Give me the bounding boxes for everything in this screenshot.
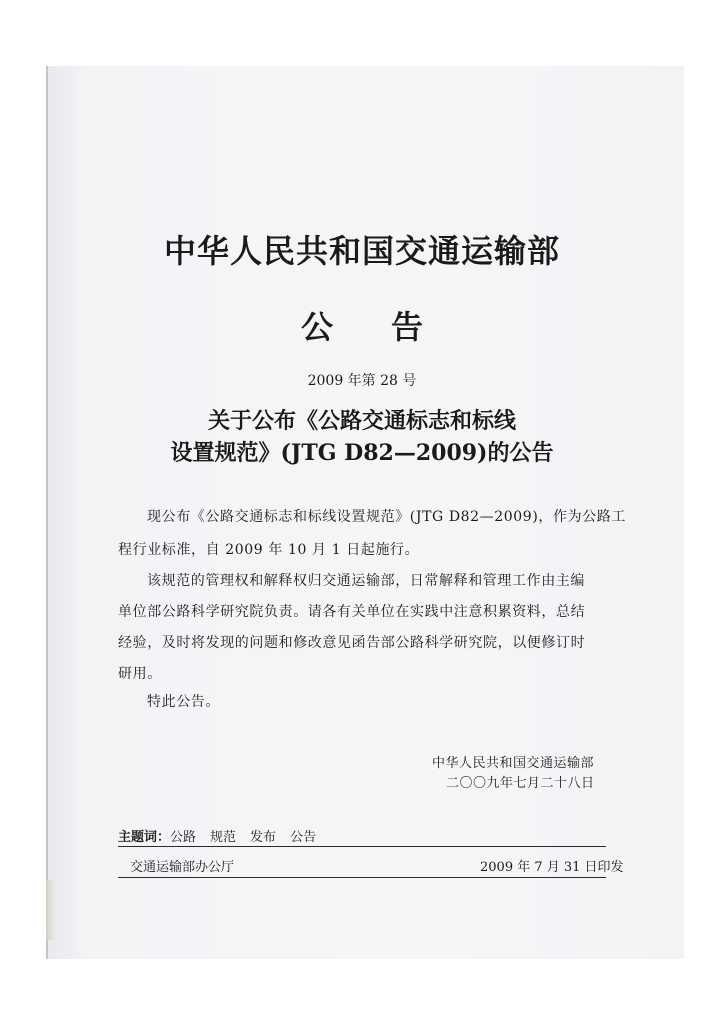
keyword-item: 规范 [210, 830, 237, 845]
body-paragraph-2-line-2: 单位部公路科学研究院负责。请各有关单位在实践中注意积累资料，总结 [118, 604, 586, 620]
keywords-label: 主题词： [118, 830, 171, 845]
keyword-item: 发布 [250, 830, 277, 845]
issuing-office: 交通运输部办公厅 [130, 860, 235, 875]
notice-title: 公告 [300, 308, 481, 346]
ministry-title: 中华人民共和国交通运输部 [163, 232, 560, 270]
subject-title-line-2: 设置规范》(JTG D82—2009)的公告 [170, 440, 554, 466]
body-paragraph-1-line-1: 现公布《公路交通标志和标线设置规范》(JTG D82—2009)，作为公路工 [147, 509, 626, 525]
print-date: 2009 年 7 月 31 日印发 [480, 860, 624, 875]
body-paragraph-1-line-2: 程行业标准，自 2009 年 10 月 1 日起施行。 [118, 542, 420, 558]
subject-title-line-1: 关于公布《公路交通标志和标线 [207, 408, 516, 434]
divider-top [118, 846, 606, 847]
issue-date: 二〇〇九年七月二十八日 [446, 776, 595, 791]
keywords-row [118, 826, 316, 845]
body-paragraph-2-line-1: 该规范的管理权和解释权归交通运输部，日常解释和管理工作由主编 [147, 573, 585, 589]
paper-edge-stain [46, 880, 56, 940]
closing-line: 特此公告。 [147, 694, 220, 710]
body-paragraph-2-line-4: 研用。 [118, 666, 162, 682]
divider-bottom [118, 877, 606, 878]
document-number: 2009 年第 28 号 [307, 373, 417, 389]
body-paragraph-2-line-3: 经验，及时将发现的问题和修改意见函告部公路科学研究院，以便修订时 [118, 635, 586, 651]
keyword-item: 公路 [170, 830, 197, 845]
keyword-item: 公告 [290, 830, 317, 845]
issuer-name: 中华人民共和国交通运输部 [432, 756, 595, 771]
